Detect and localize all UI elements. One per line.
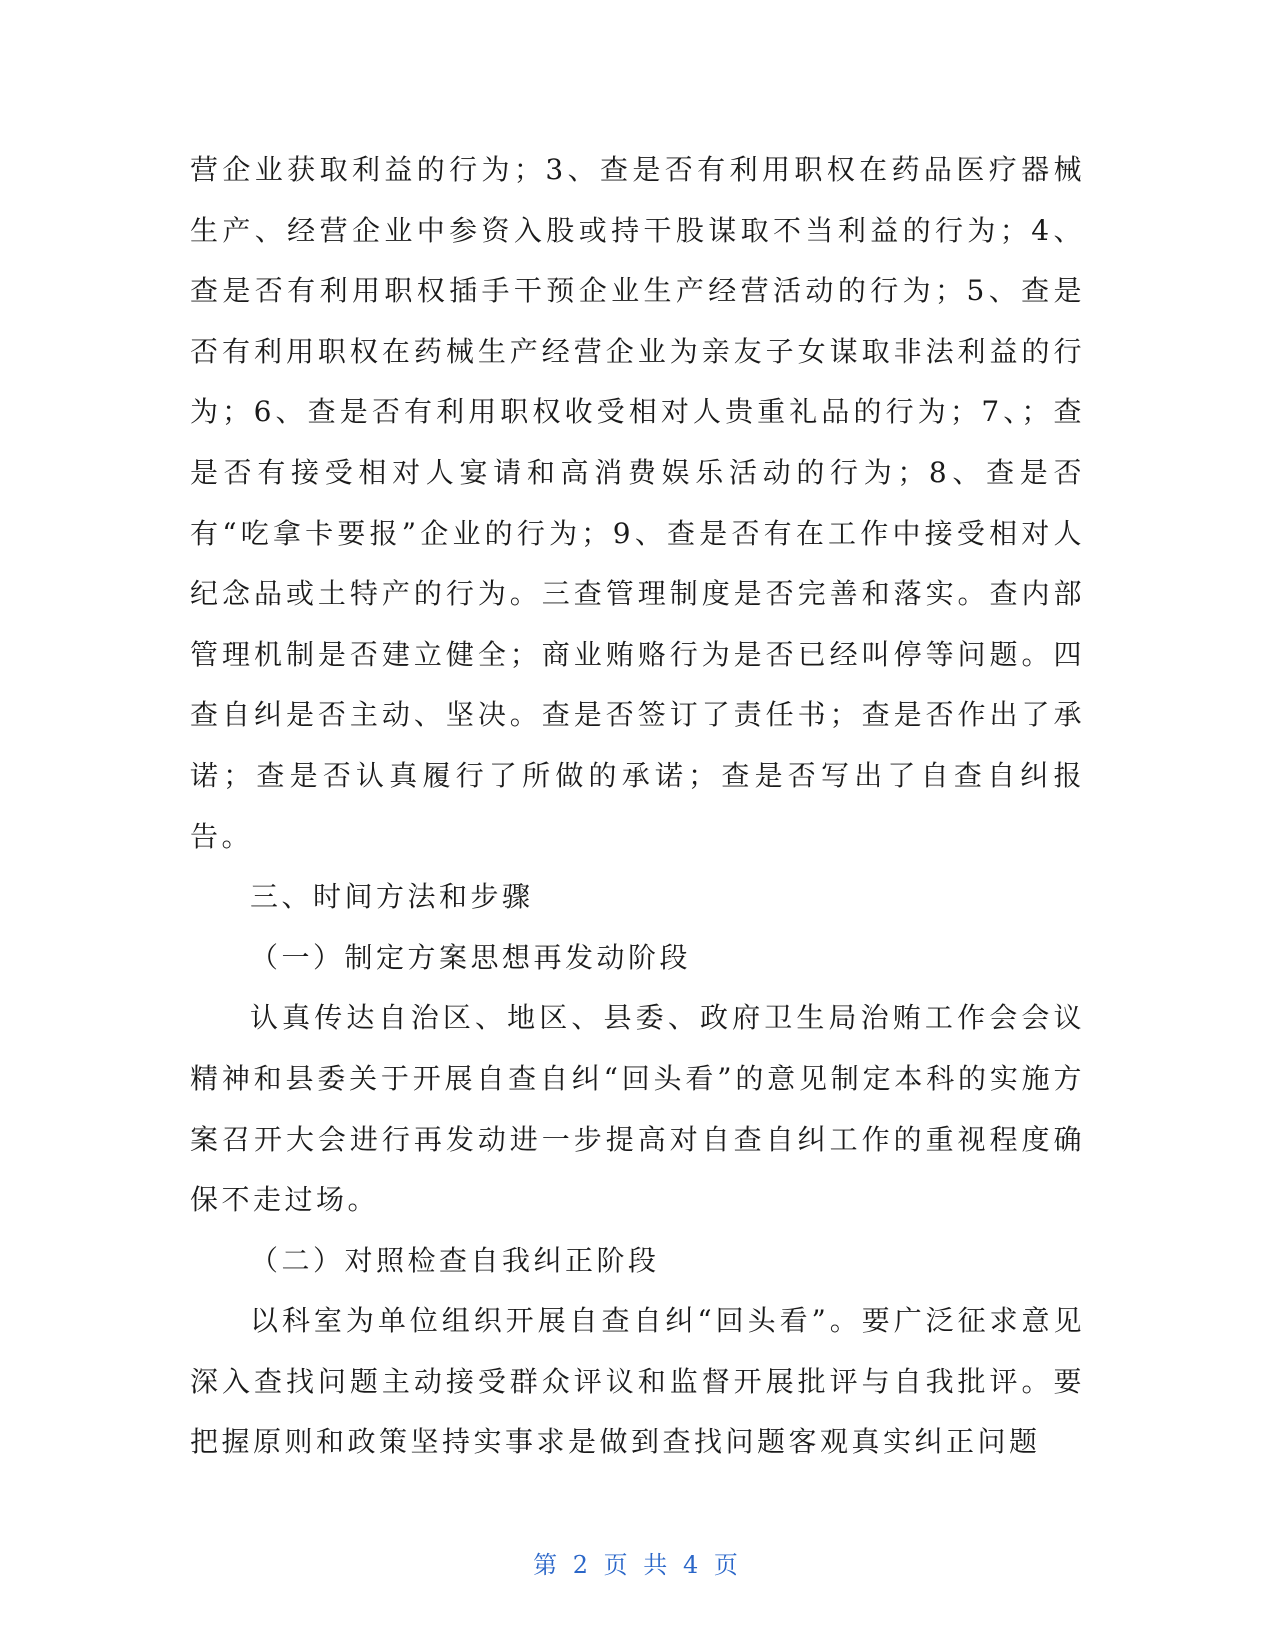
subsection-heading-1: （一）制定方案思想再发动阶段 xyxy=(250,940,692,974)
page-number-footer: 第 2 页 共 4 页 xyxy=(533,1551,742,1579)
document-body xyxy=(190,140,1085,1473)
subsection-heading-2: （二）对照检查自我纠正阶段 xyxy=(250,1243,660,1277)
body-paragraph-1: 认真传达自治区、地区、县委、政府卫生局治贿工作会会议精神和县委关于开展自查自纠“回头看”的意见制定本科的实施方案召开大会进行再发动进一步提高对自查自纠工作的重视程度确保不走过场。 xyxy=(190,1001,1085,1217)
continuation-paragraph: 营企业获取利益的行为；3、查是否有利用职权在药品医疗器械生产、经营企业中参资入股或持干股谋取不当利益的行为；4、查是否有利用职权插手干预企业生产经营活动的行为；5、查是否有利用职权在药械生产经营企业为亲友子女谋取非法利益的行为；6、查是否有利用职权收受相对人贵重礼品的行为；7、；查是否有接受相对人宴请和高消费娱乐活动的行为；8、查是否有“吃拿卡要报”企业的行为；9、查是否有在工作中接受相对人纪念品或土特产的行为。三查管理制度是否完善和落实。查内部管理机制是否建立健全；商业贿赂行为是否已经叫停等问题。四查自纠是否主动、坚决。查是否签订了责任书；查是否作出了承诺；查是否认真履行了所做的承诺；查是否写出了自查自纠报告。 xyxy=(190,153,1085,853)
section-heading: 三、时间方法和步骤 xyxy=(250,880,534,914)
body-paragraph-2: 以科室为单位组织开展自查自纠“回头看”。要广泛征求意见深入查找问题主动接受群众评议和监督开展批评与自我批评。要把握原则和政策坚持实事求是做到查找问题客观真实纠正问题 xyxy=(190,1304,1085,1459)
